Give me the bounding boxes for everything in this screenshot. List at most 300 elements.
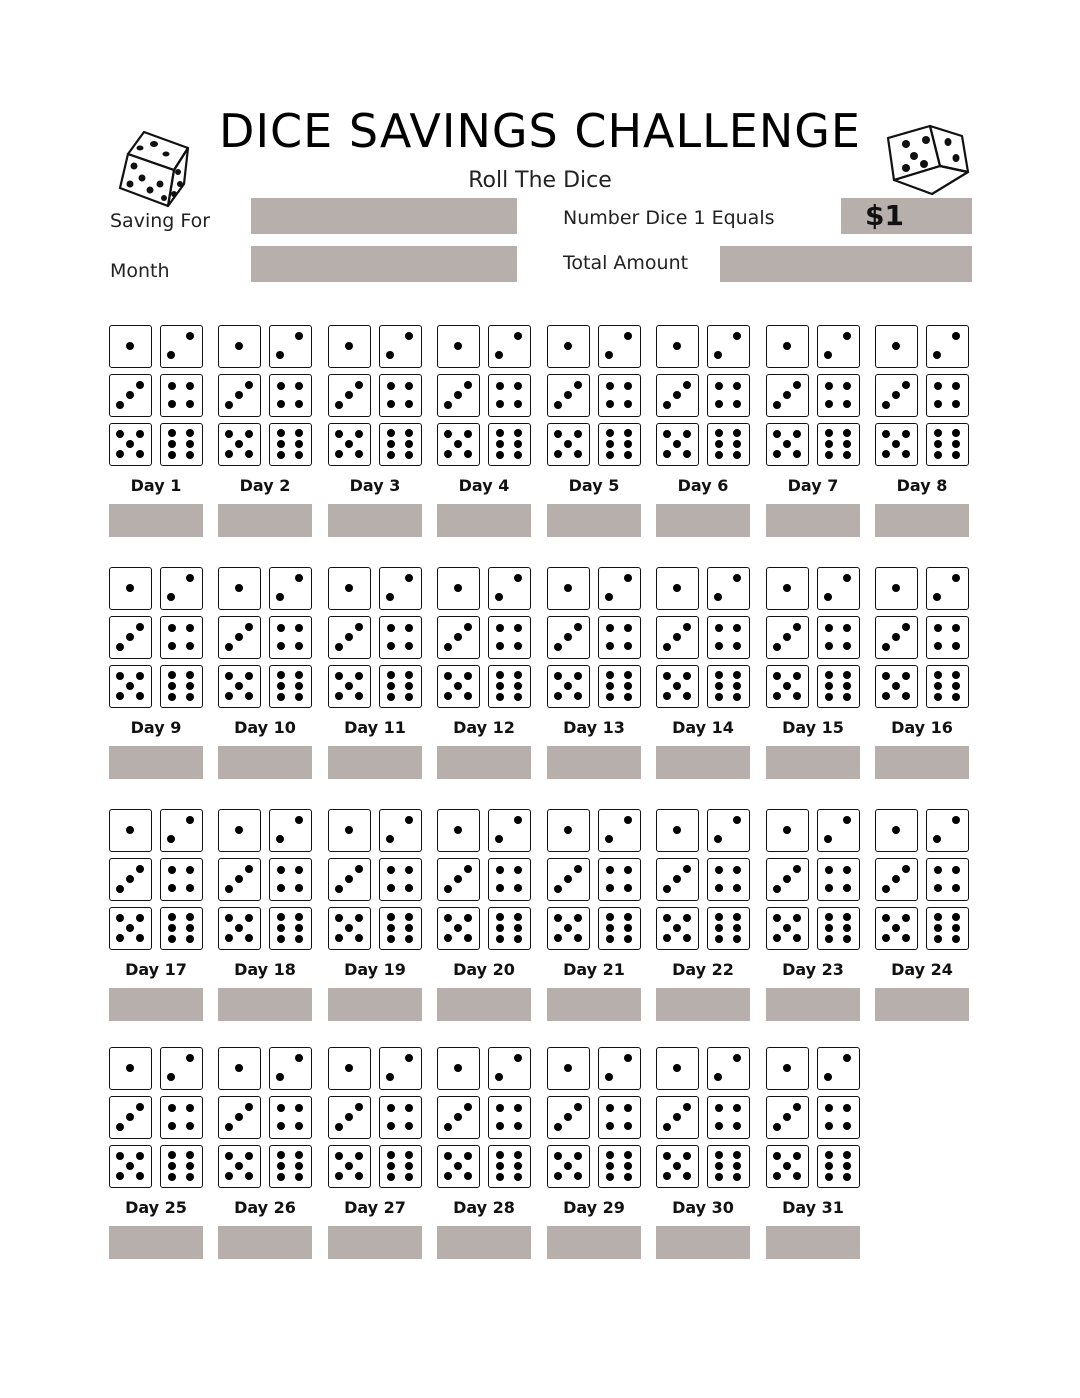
die-face-4[interactable] [269,1096,312,1139]
day-amount-field[interactable] [109,1226,203,1259]
pip [952,624,960,632]
die-face-1[interactable] [875,809,918,852]
die-face-5[interactable] [656,907,699,950]
die-face-5[interactable] [547,907,590,950]
pip [345,440,353,448]
pip [225,401,233,409]
die-face-5[interactable] [766,1145,809,1188]
pip [783,1113,791,1121]
pip [683,1103,691,1111]
die-face-4[interactable] [269,374,312,417]
pip [514,642,522,650]
die-face-1[interactable] [766,567,809,610]
die-face-4[interactable] [598,1096,641,1139]
die-face-4[interactable] [817,374,860,417]
die-face-5[interactable] [656,423,699,466]
die-face-2[interactable] [598,567,641,610]
die-face-4[interactable] [598,374,641,417]
die-face-3[interactable] [547,858,590,901]
pip [186,671,194,679]
die-face-2[interactable] [926,325,969,368]
day-amount-field[interactable] [547,1226,641,1259]
pip [186,574,194,582]
day-label: Day 2 [239,476,291,495]
die-face-5[interactable] [218,1145,261,1188]
pip [136,450,144,458]
die-face-3[interactable] [875,616,918,659]
day-block [875,567,971,783]
die-face-2[interactable] [379,325,422,368]
die-face-4[interactable] [707,858,750,901]
die-face-6[interactable] [598,423,641,466]
saving-for-field[interactable] [251,198,517,234]
die-face-4[interactable] [160,374,203,417]
die-face-2[interactable] [488,567,531,610]
die-face-4[interactable] [269,616,312,659]
month-field[interactable] [251,246,517,282]
die-face-3[interactable] [328,374,371,417]
die-face-6[interactable] [160,423,203,466]
pip [405,884,413,892]
pip [514,429,522,437]
die-face-3[interactable] [766,858,809,901]
die-face-6[interactable] [707,423,750,466]
die-face-2[interactable] [707,567,750,610]
day-amount-field[interactable] [328,988,422,1021]
day-amount-field[interactable] [547,746,641,779]
die-face-2[interactable] [598,325,641,368]
pip [444,1123,452,1131]
die-face-1[interactable] [656,325,699,368]
die-face-6[interactable] [269,423,312,466]
die-face-6[interactable] [488,1145,531,1188]
die-face-2[interactable] [817,325,860,368]
die-face-6[interactable] [269,665,312,708]
die-face-6[interactable] [598,665,641,708]
die-face-1[interactable] [109,325,152,368]
day-amount-field[interactable] [656,988,750,1021]
die-face-5[interactable] [109,1145,152,1188]
pip [554,1152,562,1160]
day-amount-field[interactable] [437,988,531,1021]
die-face-6[interactable] [707,665,750,708]
die-face-2[interactable] [160,325,203,368]
die-face-2[interactable] [488,1047,531,1090]
die-face-5[interactable] [218,423,261,466]
die-face-5[interactable] [875,665,918,708]
die-face-2[interactable] [269,1047,312,1090]
die-face-3[interactable] [656,1096,699,1139]
die-face-2[interactable] [488,809,531,852]
die-face-1[interactable] [547,1047,590,1090]
day-amount-field[interactable] [766,746,860,779]
day-amount-field[interactable] [109,988,203,1021]
die-face-5[interactable] [547,665,590,708]
day-amount-field[interactable] [875,988,969,1021]
die-face-2[interactable] [379,1047,422,1090]
die-face-5[interactable] [109,907,152,950]
pip [186,913,194,921]
pip [574,381,582,389]
die-face-1[interactable] [656,567,699,610]
pip [335,450,343,458]
die-face-5[interactable] [656,665,699,708]
die-face-1[interactable] [328,1047,371,1090]
day-amount-field[interactable] [328,746,422,779]
die-face-6[interactable] [269,907,312,950]
die-face-1[interactable] [328,325,371,368]
pip [952,693,960,701]
die-face-4[interactable] [598,616,641,659]
day-amount-field[interactable] [766,988,860,1021]
day-amount-field[interactable] [656,1226,750,1259]
die-face-6[interactable] [488,665,531,708]
pip [715,382,723,390]
die-face-4[interactable] [488,374,531,417]
day-amount-field[interactable] [656,746,750,779]
die-face-2[interactable] [488,325,531,368]
pip [386,593,394,601]
die-face-2[interactable] [707,325,750,368]
pip [683,1152,691,1160]
pip [276,593,284,601]
die-face-5[interactable] [328,907,371,950]
die-face-4[interactable] [379,1096,422,1139]
day-amount-field[interactable] [875,504,969,537]
die-face-1[interactable] [766,325,809,368]
die-face-2[interactable] [269,809,312,852]
die-face-5[interactable] [218,665,261,708]
die-face-4[interactable] [817,616,860,659]
die-face-1[interactable] [547,567,590,610]
pip [564,1113,572,1121]
pip [606,682,614,690]
die-face-5[interactable] [437,423,480,466]
day-amount-field[interactable] [766,504,860,537]
die-face-5[interactable] [656,1145,699,1188]
die-face-3[interactable] [656,858,699,901]
die-face-6[interactable] [926,665,969,708]
die-face-5[interactable] [875,423,918,466]
die-face-6[interactable] [817,423,860,466]
die-face-6[interactable] [598,1145,641,1188]
day-amount-field[interactable] [218,1226,312,1259]
die-face-6[interactable] [598,907,641,950]
pip [663,643,671,651]
die-face-3[interactable] [656,616,699,659]
pip [624,816,632,824]
die-face-3[interactable] [437,616,480,659]
die-face-4[interactable] [488,616,531,659]
die-face-6[interactable] [817,1145,860,1188]
pip [514,1151,522,1159]
die-face-3[interactable] [109,1096,152,1139]
die-face-2[interactable] [269,325,312,368]
die-face-1[interactable] [109,809,152,852]
die-face-4[interactable] [926,374,969,417]
pip [574,934,582,942]
pip [843,624,851,632]
die-face-5[interactable] [547,423,590,466]
pip [387,693,395,701]
die-face-1[interactable] [218,567,261,610]
die-face-2[interactable] [598,809,641,852]
die-face-3[interactable] [109,858,152,901]
pip [136,1152,144,1160]
die-face-1[interactable] [437,809,480,852]
pip [843,642,851,650]
die-face-5[interactable] [547,1145,590,1188]
pip [624,913,632,921]
pip [733,884,741,892]
pip [245,1103,253,1111]
pip [168,1104,176,1112]
pip [387,400,395,408]
die-face-1[interactable] [218,1047,261,1090]
pip [882,430,890,438]
die-face-3[interactable] [547,616,590,659]
die-face-6[interactable] [269,1145,312,1188]
die-face-2[interactable] [926,809,969,852]
pip [733,440,741,448]
die-face-4[interactable] [707,616,750,659]
die-face-4[interactable] [488,858,531,901]
die-face-6[interactable] [160,1145,203,1188]
day-amount-field[interactable] [218,746,312,779]
pip [574,1172,582,1180]
day-amount-field[interactable] [875,746,969,779]
pip [387,1122,395,1130]
die-face-1[interactable] [547,809,590,852]
pip [934,693,942,701]
total-amount-field[interactable] [720,246,972,282]
die-face-3[interactable] [547,374,590,417]
pip [387,884,395,892]
die-face-2[interactable] [160,809,203,852]
die-face-4[interactable] [269,858,312,901]
pip [793,1152,801,1160]
die-face-5[interactable] [328,665,371,708]
day-amount-field[interactable] [218,504,312,537]
die-face-2[interactable] [817,1047,860,1090]
pip [902,865,910,873]
die-face-6[interactable] [817,665,860,708]
pip [715,1151,723,1159]
day-amount-field[interactable] [328,1226,422,1259]
die-face-3[interactable] [766,374,809,417]
die-face-5[interactable] [766,423,809,466]
pip [168,1151,176,1159]
die-face-5[interactable] [437,1145,480,1188]
die-face-4[interactable] [160,858,203,901]
die-face-6[interactable] [926,907,969,950]
die-face-1[interactable] [109,567,152,610]
die-face-6[interactable] [160,907,203,950]
die-face-4[interactable] [598,858,641,901]
pip [186,682,194,690]
die-face-3[interactable] [218,374,261,417]
die-face-5[interactable] [766,907,809,950]
pip [116,914,124,922]
die-face-6[interactable] [379,665,422,708]
pip [295,1173,303,1181]
die-face-3[interactable] [109,616,152,659]
die-face-6[interactable] [926,423,969,466]
die-face-1[interactable] [328,809,371,852]
die-face-1[interactable] [437,1047,480,1090]
die-face-1[interactable] [109,1047,152,1090]
die-face-1[interactable] [218,809,261,852]
day-amount-field[interactable] [109,504,203,537]
die-face-3[interactable] [328,1096,371,1139]
die-face-4[interactable] [707,374,750,417]
day-amount-field[interactable] [437,1226,531,1259]
pip [715,671,723,679]
die-face-1[interactable] [656,809,699,852]
pip [934,451,942,459]
pip [276,1073,284,1081]
die-face-2[interactable] [707,1047,750,1090]
day-amount-field[interactable] [109,746,203,779]
die-face-3[interactable] [656,374,699,417]
die-face-6[interactable] [707,907,750,950]
pip [295,671,303,679]
die-face-4[interactable] [160,616,203,659]
die-face-4[interactable] [817,1096,860,1139]
pip [673,584,681,592]
day-amount-field[interactable] [218,988,312,1021]
die-face-5[interactable] [218,907,261,950]
pip [825,642,833,650]
die-face-4[interactable] [926,616,969,659]
die-face-1[interactable] [218,325,261,368]
die-face-4[interactable] [488,1096,531,1139]
die-face-2[interactable] [926,567,969,610]
die-face-5[interactable] [766,665,809,708]
pip [464,934,472,942]
die-face-1[interactable] [437,325,480,368]
pip [225,450,233,458]
die-face-2[interactable] [817,809,860,852]
pip [733,671,741,679]
die-face-1[interactable] [766,809,809,852]
die-face-3[interactable] [547,1096,590,1139]
day-amount-field[interactable] [437,504,531,537]
die-face-3[interactable] [766,616,809,659]
die-face-4[interactable] [379,858,422,901]
pip [454,1162,462,1170]
die-face-6[interactable] [379,907,422,950]
die-face-1[interactable] [875,325,918,368]
die-face-3[interactable] [437,1096,480,1139]
die-face-4[interactable] [707,1096,750,1139]
die-face-5[interactable] [328,423,371,466]
die-face-6[interactable] [488,907,531,950]
die-face-1[interactable] [437,567,480,610]
pip [245,692,253,700]
die-face-5[interactable] [109,665,152,708]
die-face-5[interactable] [328,1145,371,1188]
die-face-3[interactable] [766,1096,809,1139]
pip [882,885,890,893]
pip [933,835,941,843]
die-face-4[interactable] [379,616,422,659]
pip [126,682,134,690]
die-face-5[interactable] [437,907,480,950]
die-face-6[interactable] [379,423,422,466]
number-dice-field[interactable] [841,198,972,234]
die-face-1[interactable] [547,325,590,368]
pip [783,584,791,592]
pip [783,875,791,883]
die-face-2[interactable] [707,809,750,852]
pip [606,429,614,437]
die-face-2[interactable] [269,567,312,610]
pip [496,671,504,679]
die-face-3[interactable] [328,858,371,901]
die-face-2[interactable] [817,567,860,610]
day-amount-field[interactable] [328,504,422,537]
die-face-4[interactable] [379,374,422,417]
die-face-3[interactable] [109,374,152,417]
die-face-3[interactable] [875,374,918,417]
die-face-3[interactable] [218,616,261,659]
die-face-3[interactable] [437,858,480,901]
die-face-2[interactable] [379,809,422,852]
day-amount-field[interactable] [766,1226,860,1259]
die-face-2[interactable] [598,1047,641,1090]
pip [624,451,632,459]
die-face-1[interactable] [875,567,918,610]
die-face-1[interactable] [656,1047,699,1090]
pip [825,1162,833,1170]
day-block [547,325,643,541]
day-amount-field[interactable] [656,504,750,537]
die-face-2[interactable] [379,567,422,610]
die-face-1[interactable] [766,1047,809,1090]
die-face-3[interactable] [875,858,918,901]
die-face-3[interactable] [437,374,480,417]
die-face-5[interactable] [109,423,152,466]
pip [444,672,452,680]
day-amount-field[interactable] [547,988,641,1021]
die-face-6[interactable] [379,1145,422,1188]
die-face-6[interactable] [817,907,860,950]
day-amount-field[interactable] [437,746,531,779]
die-face-5[interactable] [875,907,918,950]
pip [773,450,781,458]
page-subtitle: Roll The Dice [468,168,612,193]
pip [405,693,413,701]
day-amount-field[interactable] [547,504,641,537]
die-face-2[interactable] [160,567,203,610]
die-face-5[interactable] [437,665,480,708]
die-face-4[interactable] [926,858,969,901]
die-face-2[interactable] [160,1047,203,1090]
die-face-1[interactable] [328,567,371,610]
pip [554,934,562,942]
die-face-4[interactable] [817,858,860,901]
die-face-3[interactable] [218,858,261,901]
die-face-6[interactable] [488,423,531,466]
die-face-3[interactable] [328,616,371,659]
pip [454,342,462,350]
die-face-6[interactable] [160,665,203,708]
die-face-4[interactable] [160,1096,203,1139]
pip [514,924,522,932]
die-face-6[interactable] [707,1145,750,1188]
die-face-3[interactable] [218,1096,261,1139]
